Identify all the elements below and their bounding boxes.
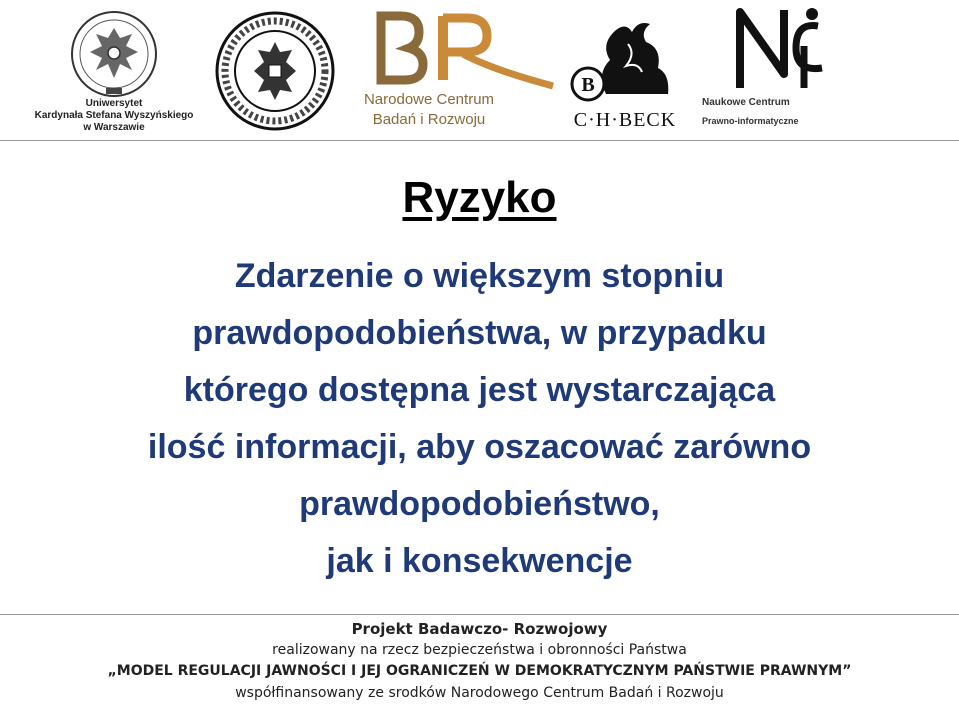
definition-line-6: jak i konsekwencje — [326, 542, 633, 580]
ncpi-name-line1: Naukowe Centrum — [702, 97, 790, 108]
footer-project-title: „MODEL REGULACJI JAWNOŚCI I JEJ OGRANICZEŃ W DEMOKRATYCZNYM PAŃSTWIE PRAWNYM” — [107, 663, 852, 679]
ncbr-br-monogram-icon — [343, 10, 563, 90]
definition-line-4: ilość informacji, aby oszacować zarówno — [147, 428, 812, 466]
footer-divider — [0, 614, 959, 615]
uksw-logo — [28, 6, 200, 138]
ncpi-logo — [700, 2, 850, 134]
logo-header — [0, 0, 959, 140]
definition-line-1: Zdarzenie o większym stopniu — [234, 257, 725, 295]
definition-line-5: prawdopodobieństwo, — [299, 485, 660, 523]
beck-logo — [566, 14, 684, 134]
universitas-wratislaviensis-seal-icon — [214, 10, 336, 132]
footer-purpose: realizowany na rzecz bezpieczeństwa i obronności Państwa — [272, 642, 687, 658]
definition-line-2: prawdopodobieństwa, w przypadku — [192, 314, 767, 352]
project-footer — [0, 618, 959, 703]
ncpi-monogram-icon — [700, 2, 850, 94]
ncbr-logo — [343, 10, 563, 135]
uksw-caption-line3: w Warszawie — [83, 122, 145, 133]
footer-project-type: Projekt Badawczo- Rozwojowy — [351, 620, 608, 638]
uksw-caption-line1: Uniwersytet — [85, 98, 143, 109]
ncbr-name-line2: Badań i Rozwoju — [372, 111, 486, 128]
griffin-icon — [566, 14, 684, 106]
header-divider — [0, 140, 959, 141]
risk-definition — [60, 248, 899, 590]
university-eagle-seal-icon — [28, 6, 200, 98]
uwr-logo — [214, 10, 336, 132]
definition-line-3: którego dostępna jest wystarczająca — [183, 371, 776, 409]
ncpi-name-line2: Prawno-informatyczne — [702, 116, 799, 126]
beck-wordmark: C·H·BECK — [573, 109, 677, 131]
ncbr-name-line1: Narodowe Centrum — [363, 91, 495, 108]
slide-title: Ryzyko — [402, 173, 557, 222]
footer-funding: współfinansowany ze srodków Narodowego Centrum Badań i Rozwoju — [235, 685, 724, 701]
beck-badge-letter: B — [581, 74, 595, 96]
uksw-caption-line2: Kardynała Stefana Wyszyńskiego — [34, 110, 194, 121]
